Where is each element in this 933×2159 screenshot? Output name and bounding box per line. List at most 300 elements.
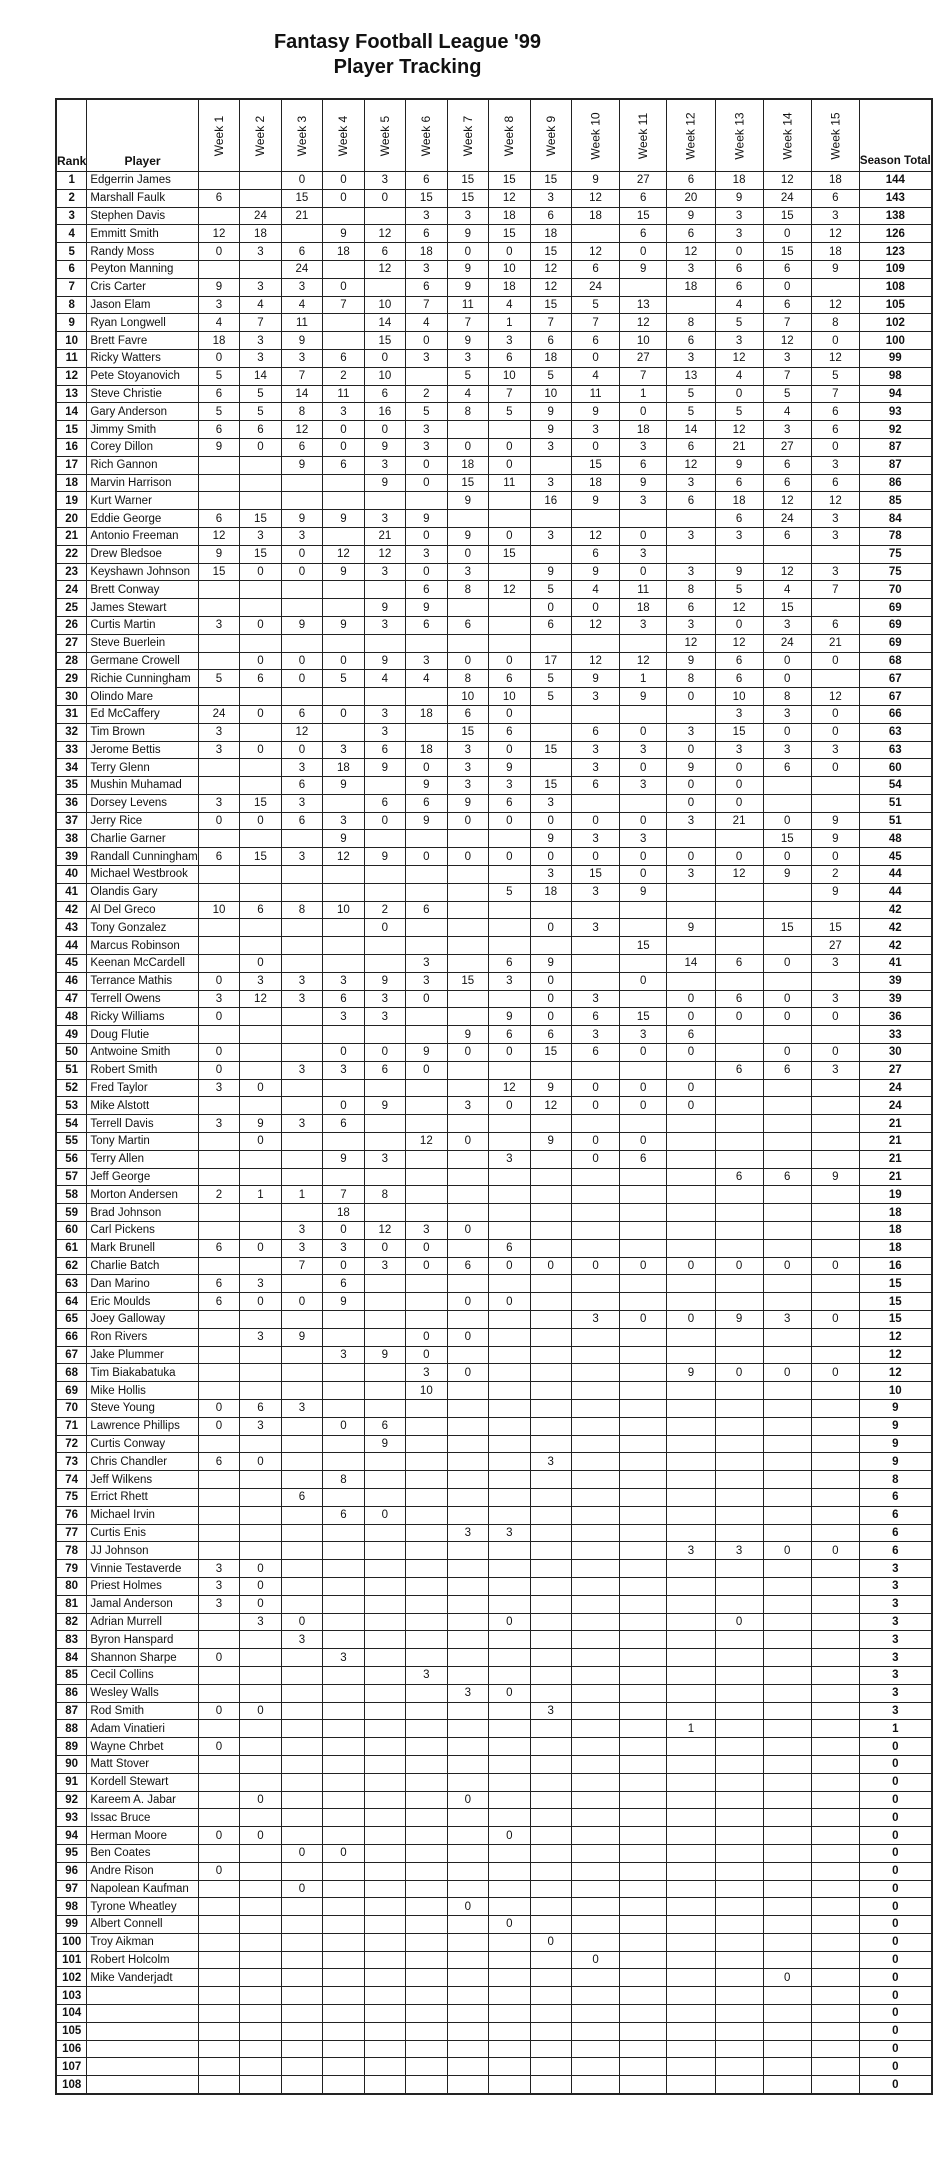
week-score-cell bbox=[489, 1773, 530, 1791]
week-score-cell: 0 bbox=[571, 848, 619, 866]
week-score-cell: 3 bbox=[447, 349, 488, 367]
week-score-cell bbox=[364, 1969, 405, 1987]
week-score-cell: 0 bbox=[715, 616, 763, 634]
week-score-cell: 9 bbox=[281, 616, 322, 634]
week-score-cell bbox=[530, 1328, 571, 1346]
season-total-cell: 92 bbox=[859, 421, 931, 439]
player-name-cell: Mushin Muhamad bbox=[87, 777, 198, 795]
week-score-cell bbox=[198, 1684, 239, 1702]
week-score-cell bbox=[198, 1471, 239, 1489]
week-score-cell: 18 bbox=[240, 225, 281, 243]
week-score-cell: 3 bbox=[715, 332, 763, 350]
table-row bbox=[56, 1453, 932, 1471]
week-score-cell: 15 bbox=[447, 189, 488, 207]
week-score-cell bbox=[530, 634, 571, 652]
week-score-cell: 3 bbox=[240, 1613, 281, 1631]
rank-cell: 63 bbox=[56, 1275, 87, 1293]
week-score-cell: 9 bbox=[447, 260, 488, 278]
week-score-cell bbox=[240, 866, 281, 884]
season-total-cell: 18 bbox=[859, 1239, 931, 1257]
rank-cell: 64 bbox=[56, 1293, 87, 1311]
season-total-cell: 86 bbox=[859, 474, 931, 492]
week-score-cell bbox=[667, 1346, 715, 1364]
week-score-cell: 3 bbox=[620, 741, 667, 759]
week-score-cell bbox=[281, 1809, 322, 1827]
week-score-cell: 6 bbox=[323, 349, 364, 367]
week-score-cell bbox=[323, 581, 364, 599]
week-score-cell: 1 bbox=[667, 1720, 715, 1738]
week-score-cell bbox=[240, 688, 281, 706]
week-score-cell bbox=[364, 1577, 405, 1595]
week-score-cell: 12 bbox=[763, 332, 811, 350]
season-total-header: Season Total bbox=[859, 99, 931, 172]
week-score-cell: 7 bbox=[811, 581, 859, 599]
week-score-cell: 6 bbox=[198, 1239, 239, 1257]
week-score-cell bbox=[489, 1115, 530, 1133]
table-row bbox=[56, 1506, 932, 1524]
week-score-cell bbox=[489, 937, 530, 955]
week-score-cell bbox=[667, 1577, 715, 1595]
rank-cell: 66 bbox=[56, 1328, 87, 1346]
week-score-cell: 0 bbox=[715, 385, 763, 403]
week-score-cell bbox=[406, 1168, 447, 1186]
week-score-cell bbox=[364, 1933, 405, 1951]
week-score-cell bbox=[406, 2005, 447, 2023]
week-score-cell bbox=[571, 1168, 619, 1186]
player-name-cell: Herman Moore bbox=[87, 1827, 198, 1845]
week-score-cell bbox=[323, 2076, 364, 2094]
week-score-cell bbox=[198, 1026, 239, 1044]
player-name-cell: Issac Bruce bbox=[87, 1809, 198, 1827]
week-score-cell bbox=[530, 1862, 571, 1880]
season-total-cell: 75 bbox=[859, 563, 931, 581]
week-score-cell: 9 bbox=[571, 563, 619, 581]
week-score-cell bbox=[323, 937, 364, 955]
week-score-cell: 6 bbox=[571, 1044, 619, 1062]
week-score-cell bbox=[281, 937, 322, 955]
week-score-cell bbox=[406, 723, 447, 741]
week-score-cell: 6 bbox=[406, 225, 447, 243]
week-score-cell bbox=[763, 1933, 811, 1951]
week-score-cell: 3 bbox=[447, 1524, 488, 1542]
week-score-cell: 9 bbox=[447, 794, 488, 812]
table-row bbox=[56, 296, 932, 314]
week-score-cell: 15 bbox=[620, 1008, 667, 1026]
week-score-cell bbox=[620, 1435, 667, 1453]
week-score-cell bbox=[571, 1773, 619, 1791]
season-total-cell: 69 bbox=[859, 616, 931, 634]
week-score-cell: 7 bbox=[323, 296, 364, 314]
week-score-cell bbox=[323, 1880, 364, 1898]
table-row bbox=[56, 1061, 932, 1079]
week-score-cell bbox=[811, 1453, 859, 1471]
week-score-cell bbox=[323, 1738, 364, 1756]
week-score-cell bbox=[811, 1951, 859, 1969]
week-score-cell: 0 bbox=[667, 688, 715, 706]
rank-cell: 89 bbox=[56, 1738, 87, 1756]
week-score-cell bbox=[198, 1328, 239, 1346]
week-score-cell: 3 bbox=[198, 616, 239, 634]
week-score-cell bbox=[811, 1417, 859, 1435]
week-score-cell bbox=[281, 1453, 322, 1471]
week-score-cell: 7 bbox=[489, 385, 530, 403]
week-score-cell bbox=[281, 1666, 322, 1684]
player-table bbox=[55, 98, 933, 2095]
player-name-cell: Priest Holmes bbox=[87, 1577, 198, 1595]
week-score-cell bbox=[715, 1275, 763, 1293]
week-score-cell: 3 bbox=[406, 972, 447, 990]
week-score-cell bbox=[198, 1204, 239, 1222]
week-score-cell bbox=[811, 1595, 859, 1613]
week-score-cell: 9 bbox=[364, 599, 405, 617]
week-score-cell bbox=[281, 1542, 322, 1560]
week-score-cell: 6 bbox=[281, 777, 322, 795]
rank-cell: 5 bbox=[56, 243, 87, 261]
table-row bbox=[56, 456, 932, 474]
week-header bbox=[571, 99, 619, 172]
week-score-cell: 12 bbox=[571, 243, 619, 261]
week-score-cell: 9 bbox=[323, 563, 364, 581]
table-row bbox=[56, 421, 932, 439]
week-score-cell: 6 bbox=[281, 243, 322, 261]
player-name-cell: Byron Hanspard bbox=[87, 1631, 198, 1649]
week-score-cell: 0 bbox=[198, 972, 239, 990]
week-score-cell: 6 bbox=[489, 794, 530, 812]
table-row bbox=[56, 1666, 932, 1684]
week-score-cell bbox=[406, 492, 447, 510]
table-row bbox=[56, 866, 932, 884]
week-score-cell: 18 bbox=[667, 278, 715, 296]
week-header-label: Week 10 bbox=[588, 111, 603, 160]
week-score-cell bbox=[620, 634, 667, 652]
week-score-cell: 6 bbox=[323, 1506, 364, 1524]
player-name-cell: Andre Rison bbox=[87, 1862, 198, 1880]
week-score-cell: 0 bbox=[489, 1097, 530, 1115]
week-score-cell bbox=[447, 919, 488, 937]
player-name-cell: Antwoine Smith bbox=[87, 1044, 198, 1062]
week-score-cell: 8 bbox=[281, 403, 322, 421]
week-score-cell bbox=[620, 1417, 667, 1435]
week-score-cell bbox=[240, 260, 281, 278]
week-score-cell bbox=[281, 1791, 322, 1809]
week-score-cell bbox=[281, 1079, 322, 1097]
week-score-cell: 0 bbox=[530, 848, 571, 866]
week-score-cell bbox=[406, 1987, 447, 2005]
week-score-cell: 0 bbox=[763, 225, 811, 243]
week-score-cell bbox=[811, 1275, 859, 1293]
week-score-cell: 1 bbox=[489, 314, 530, 332]
week-score-cell: 3 bbox=[281, 1631, 322, 1649]
week-score-cell bbox=[620, 1933, 667, 1951]
week-score-cell bbox=[447, 1809, 488, 1827]
table-row bbox=[56, 919, 932, 937]
week-score-cell bbox=[364, 1488, 405, 1506]
rank-cell: 84 bbox=[56, 1649, 87, 1667]
week-score-cell: 12 bbox=[406, 1133, 447, 1151]
week-score-cell bbox=[447, 1844, 488, 1862]
table-row bbox=[56, 1933, 932, 1951]
player-name-cell: Jeff George bbox=[87, 1168, 198, 1186]
week-score-cell bbox=[240, 599, 281, 617]
week-score-cell bbox=[364, 1898, 405, 1916]
week-score-cell bbox=[489, 2058, 530, 2076]
table-row bbox=[56, 1382, 932, 1400]
season-total-cell: 21 bbox=[859, 1115, 931, 1133]
week-score-cell: 0 bbox=[571, 438, 619, 456]
week-score-cell bbox=[715, 1524, 763, 1542]
table-row bbox=[56, 1293, 932, 1311]
player-name-cell: Emmitt Smith bbox=[87, 225, 198, 243]
week-score-cell: 3 bbox=[763, 349, 811, 367]
title-line-2: Player Tracking bbox=[333, 56, 482, 78]
player-name-cell: Cris Carter bbox=[87, 278, 198, 296]
week-score-cell bbox=[447, 866, 488, 884]
week-score-cell: 15 bbox=[530, 296, 571, 314]
week-score-cell: 6 bbox=[323, 1115, 364, 1133]
week-score-cell bbox=[198, 830, 239, 848]
week-score-cell bbox=[811, 2005, 859, 2023]
week-score-cell bbox=[406, 1150, 447, 1168]
player-name-cell: Jeff Wilkens bbox=[87, 1471, 198, 1489]
week-score-cell: 0 bbox=[489, 1613, 530, 1631]
week-score-cell: 3 bbox=[323, 741, 364, 759]
week-score-cell: 0 bbox=[667, 1257, 715, 1275]
week-score-cell bbox=[323, 794, 364, 812]
week-score-cell bbox=[620, 1542, 667, 1560]
week-score-cell bbox=[620, 1666, 667, 1684]
table-row bbox=[56, 545, 932, 563]
week-score-cell: 3 bbox=[571, 919, 619, 937]
week-score-cell bbox=[406, 1524, 447, 1542]
week-score-cell bbox=[667, 1506, 715, 1524]
week-score-cell bbox=[406, 1488, 447, 1506]
week-score-cell: 6 bbox=[530, 616, 571, 634]
week-score-cell bbox=[620, 1844, 667, 1862]
week-score-cell: 0 bbox=[763, 1008, 811, 1026]
week-score-cell: 13 bbox=[620, 296, 667, 314]
week-score-cell: 6 bbox=[530, 332, 571, 350]
season-total-cell: 0 bbox=[859, 1755, 931, 1773]
week-score-cell bbox=[240, 1933, 281, 1951]
week-score-cell bbox=[763, 2076, 811, 2094]
week-score-cell bbox=[364, 777, 405, 795]
week-score-cell bbox=[571, 634, 619, 652]
week-score-cell bbox=[323, 332, 364, 350]
week-score-cell bbox=[715, 1666, 763, 1684]
week-score-cell bbox=[530, 1293, 571, 1311]
player-name-cell: Rod Smith bbox=[87, 1702, 198, 1720]
week-header-label: Week 11 bbox=[636, 112, 651, 159]
week-score-cell: 0 bbox=[489, 1293, 530, 1311]
week-score-cell bbox=[811, 1097, 859, 1115]
week-score-cell: 3 bbox=[281, 1239, 322, 1257]
week-score-cell: 3 bbox=[364, 1150, 405, 1168]
week-score-cell: 18 bbox=[198, 332, 239, 350]
week-score-cell bbox=[447, 634, 488, 652]
week-score-cell bbox=[667, 1987, 715, 2005]
week-score-cell: 12 bbox=[489, 189, 530, 207]
week-score-cell: 12 bbox=[571, 527, 619, 545]
table-row bbox=[56, 1471, 932, 1489]
season-total-cell: 15 bbox=[859, 1311, 931, 1329]
week-score-cell bbox=[667, 510, 715, 528]
week-score-cell: 1 bbox=[620, 670, 667, 688]
week-score-cell bbox=[811, 1346, 859, 1364]
table-row bbox=[56, 1560, 932, 1578]
week-score-cell bbox=[240, 1862, 281, 1880]
week-score-cell bbox=[715, 1417, 763, 1435]
week-score-cell: 9 bbox=[406, 777, 447, 795]
season-total-cell: 123 bbox=[859, 243, 931, 261]
week-score-cell bbox=[198, 1880, 239, 1898]
week-score-cell bbox=[364, 1880, 405, 1898]
week-score-cell bbox=[620, 1186, 667, 1204]
week-score-cell bbox=[323, 883, 364, 901]
table-row bbox=[56, 1364, 932, 1382]
week-score-cell bbox=[715, 1969, 763, 1987]
week-score-cell: 3 bbox=[571, 688, 619, 706]
week-score-cell bbox=[240, 1311, 281, 1329]
week-score-cell bbox=[620, 1898, 667, 1916]
season-total-cell: 109 bbox=[859, 260, 931, 278]
week-score-cell bbox=[406, 1097, 447, 1115]
player-header: Player bbox=[87, 99, 198, 172]
week-score-cell bbox=[530, 1275, 571, 1293]
week-score-cell: 0 bbox=[530, 972, 571, 990]
week-score-cell: 18 bbox=[571, 474, 619, 492]
week-score-cell bbox=[240, 1916, 281, 1934]
week-score-cell: 0 bbox=[198, 1827, 239, 1845]
week-score-cell bbox=[571, 1186, 619, 1204]
week-score-cell bbox=[323, 2058, 364, 2076]
week-score-cell: 0 bbox=[811, 848, 859, 866]
week-score-cell: 14 bbox=[240, 367, 281, 385]
week-score-cell: 0 bbox=[489, 527, 530, 545]
week-score-cell bbox=[667, 1222, 715, 1240]
week-score-cell: 5 bbox=[763, 385, 811, 403]
week-score-cell bbox=[763, 2005, 811, 2023]
rank-cell: 82 bbox=[56, 1613, 87, 1631]
season-total-cell: 67 bbox=[859, 688, 931, 706]
table-row bbox=[56, 616, 932, 634]
week-score-cell bbox=[281, 2058, 322, 2076]
week-score-cell: 12 bbox=[323, 545, 364, 563]
week-score-cell: 0 bbox=[364, 919, 405, 937]
week-score-cell: 3 bbox=[715, 1542, 763, 1560]
player-name-cell: Wesley Walls bbox=[87, 1684, 198, 1702]
week-score-cell: 3 bbox=[530, 866, 571, 884]
week-score-cell bbox=[323, 474, 364, 492]
week-score-cell: 3 bbox=[530, 1453, 571, 1471]
player-name-cell: Kareem A. Jabar bbox=[87, 1791, 198, 1809]
player-name-cell: Dorsey Levens bbox=[87, 794, 198, 812]
week-score-cell: 6 bbox=[811, 189, 859, 207]
week-score-cell bbox=[571, 705, 619, 723]
week-score-cell: 6 bbox=[571, 332, 619, 350]
week-score-cell bbox=[489, 1951, 530, 1969]
season-total-cell: 39 bbox=[859, 990, 931, 1008]
week-score-cell bbox=[281, 1987, 322, 2005]
player-name-cell bbox=[87, 2022, 198, 2040]
week-score-cell bbox=[763, 1577, 811, 1595]
week-score-cell: 3 bbox=[240, 972, 281, 990]
week-score-cell: 10 bbox=[323, 901, 364, 919]
week-score-cell bbox=[240, 1008, 281, 1026]
week-score-cell: 3 bbox=[406, 438, 447, 456]
week-score-cell bbox=[323, 527, 364, 545]
week-score-cell bbox=[364, 581, 405, 599]
week-score-cell bbox=[715, 545, 763, 563]
season-total-cell: 18 bbox=[859, 1204, 931, 1222]
week-score-cell: 3 bbox=[240, 349, 281, 367]
week-score-cell: 18 bbox=[406, 705, 447, 723]
week-score-cell bbox=[198, 919, 239, 937]
week-score-cell bbox=[240, 1150, 281, 1168]
week-score-cell: 9 bbox=[530, 955, 571, 973]
week-score-cell: 7 bbox=[447, 314, 488, 332]
week-score-cell: 15 bbox=[763, 243, 811, 261]
week-score-cell: 0 bbox=[620, 1133, 667, 1151]
week-score-cell bbox=[530, 1115, 571, 1133]
week-score-cell bbox=[489, 1275, 530, 1293]
week-score-cell bbox=[364, 1684, 405, 1702]
table-row bbox=[56, 1773, 932, 1791]
week-score-cell: 4 bbox=[406, 314, 447, 332]
player-name-cell: Steve Young bbox=[87, 1399, 198, 1417]
season-total-cell: 0 bbox=[859, 1862, 931, 1880]
week-score-cell: 0 bbox=[240, 1791, 281, 1809]
week-score-cell: 0 bbox=[763, 812, 811, 830]
week-score-cell bbox=[530, 2040, 571, 2058]
week-score-cell bbox=[620, 1382, 667, 1400]
table-body bbox=[56, 172, 932, 2095]
week-score-cell bbox=[811, 1506, 859, 1524]
week-score-cell bbox=[571, 1399, 619, 1417]
week-score-cell bbox=[667, 972, 715, 990]
week-score-cell bbox=[715, 1186, 763, 1204]
week-score-cell: 0 bbox=[715, 777, 763, 795]
table-row bbox=[56, 670, 932, 688]
table-row bbox=[56, 1150, 932, 1168]
week-score-cell bbox=[198, 260, 239, 278]
week-score-cell bbox=[323, 492, 364, 510]
week-score-cell: 7 bbox=[240, 314, 281, 332]
rank-cell: 24 bbox=[56, 581, 87, 599]
week-score-cell: 3 bbox=[489, 1150, 530, 1168]
week-score-cell: 9 bbox=[811, 883, 859, 901]
week-score-cell: 3 bbox=[323, 1649, 364, 1667]
table-row bbox=[56, 1880, 932, 1898]
week-score-cell bbox=[763, 2058, 811, 2076]
week-score-cell bbox=[406, 1951, 447, 1969]
week-score-cell bbox=[811, 1435, 859, 1453]
week-score-cell: 9 bbox=[530, 1079, 571, 1097]
week-score-cell bbox=[811, 278, 859, 296]
rank-cell: 80 bbox=[56, 1577, 87, 1595]
week-score-cell: 9 bbox=[364, 972, 405, 990]
week-score-cell bbox=[240, 777, 281, 795]
week-score-cell bbox=[364, 1115, 405, 1133]
week-score-cell bbox=[667, 1666, 715, 1684]
table-row bbox=[56, 332, 932, 350]
rank-cell: 43 bbox=[56, 919, 87, 937]
season-total-cell: 0 bbox=[859, 1827, 931, 1845]
week-score-cell: 3 bbox=[281, 278, 322, 296]
player-name-cell: Dan Marino bbox=[87, 1275, 198, 1293]
week-score-cell bbox=[447, 421, 488, 439]
week-score-cell bbox=[571, 1631, 619, 1649]
week-score-cell: 16 bbox=[530, 492, 571, 510]
